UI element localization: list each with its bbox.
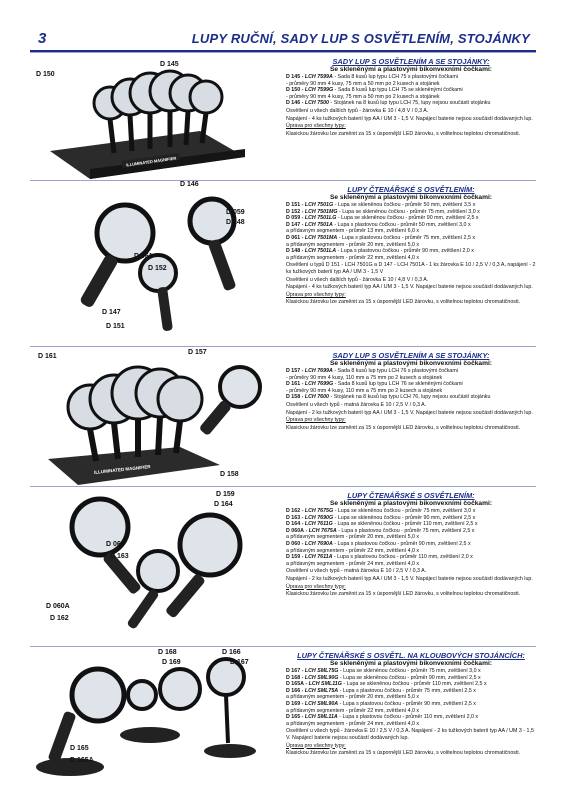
- product-type: - LCH 7699G: [301, 381, 334, 388]
- product-type: - LCH 7699A: [301, 368, 333, 374]
- product-description: - Lupa se skleněnou čočkou - průměr 75 mm, zvětšení 3,0 x: [339, 668, 481, 674]
- product-type: - LCH 7501MA: [301, 234, 338, 241]
- product-line: [286, 368, 536, 375]
- section-heading: LUPY ČTENÁŘSKÉ S OSVĚTL. NA KLOUBOVÝCH STOJÁNCÍCH:: [297, 651, 525, 660]
- product-type: - LCH 7690A: [301, 540, 333, 547]
- product-line: [286, 668, 536, 675]
- product-image-reading-76: [30, 487, 278, 647]
- product-description: - průměry 90 mm 4 kusy, 75 mm a 50 mm po 2 kusech a stojánek: [286, 80, 440, 87]
- product-code: D 151: [286, 202, 301, 208]
- product-image-sets-75: [30, 53, 278, 188]
- section-note: Napájení - 4 ks tužkových baterií typ AA / UM 3 - 1,5 V. Napájecí baterie nejsou součástí dodávaných lup.: [286, 284, 533, 291]
- product-type: - LCH SML11G: [305, 681, 342, 688]
- section-note: Klasickou žárovku lze zaměnit za 15 x úspornější LED žárovku, s volitelnou teplotou chromatičnosti.: [286, 299, 521, 306]
- product-code: D 158: [286, 394, 301, 401]
- section-note: Klasickou žárovku lze zaměnit za 15 x úspornější LED žárovku, s volitelnou teplotou chromatičnosti.: [286, 750, 521, 757]
- section-subheading: Se skleněnými a plastovými bikonvexními čočkami:: [330, 194, 492, 201]
- product-description: a přídavným segmentem - průměr 20 mm, zvětšení 5,0 x: [286, 534, 420, 541]
- product-code: D 146: [286, 100, 301, 107]
- label-d060: D 060: [106, 541, 125, 548]
- product-code: D 152: [286, 208, 301, 215]
- page-title: LUPY RUČNÍ, SADY LUP S OSVĚTLENÍM, STOJÁNKY: [191, 31, 530, 46]
- product-code: D 147: [286, 221, 301, 228]
- section-illuminated-sets-75: [30, 52, 536, 188]
- section-note: Osvětlení u všech typů - matná žárovka E 10 / 2,5 V / 0,3 A.: [286, 568, 427, 575]
- product-description: - Sada 8 kusů lup typu LCH 75 se skleněnými čočkami: [334, 87, 463, 94]
- product-type: - LCH 7600: [301, 394, 330, 401]
- product-line: [286, 561, 536, 568]
- product-description: a přídavným segmentem - průměr 20 mm, zvětšení 5,0 x: [286, 694, 420, 701]
- product-description: a přídavným segmentem - průměr 24 mm, zvětšení 4,0 x: [286, 720, 420, 727]
- product-type: - LCH 7611A: [301, 554, 333, 561]
- product-code: D 060: [286, 540, 301, 547]
- product-line: [286, 100, 536, 107]
- label-d150: D 150: [36, 71, 55, 78]
- section-text: [286, 181, 536, 347]
- label-d159: D 159: [216, 491, 235, 498]
- section-illuminated-sets-76: [30, 346, 536, 487]
- product-code: D 164: [286, 521, 301, 528]
- section-heading: LUPY ČTENÁŘSKÉ S OSVĚTLENÍM:: [347, 185, 475, 194]
- section-subheading: Se skleněnými a plastovými bikonvexními čočkami:: [330, 66, 492, 73]
- product-line: [286, 701, 536, 708]
- label-d146: D 146: [180, 181, 199, 188]
- product-line: [286, 228, 536, 235]
- product-line: [286, 541, 536, 548]
- product-type: - LCH 7675G: [301, 508, 334, 514]
- product-description: a přídavným segmentem - průměr 20 mm, zvětšení 5,0 x: [286, 241, 420, 248]
- product-type: - LCH SML75G: [301, 668, 339, 674]
- label-d166: D 166: [222, 649, 241, 656]
- section-note: Osvětlení u typů D 151 - LCH 7501G a D 147 - LCH 7501A - 1 ks žárovka E 10 / 2,5 V / 0,3 A, napájení - 2 ks tužkových baterií typ AA / UM 3 - 1,5 V: [286, 262, 536, 275]
- product-code: D 167: [286, 668, 301, 674]
- product-type: - LCH SML11A: [301, 714, 338, 721]
- product-line: [286, 74, 536, 81]
- label-d167: D 167: [230, 659, 249, 666]
- product-code: D 165: [286, 714, 301, 721]
- product-line: [286, 215, 536, 222]
- product-description: - Lupa se skleněnou čočkou - průměr 90 mm, zvětšení 2,5 x: [334, 514, 476, 521]
- product-description: - průměry 90 mm 4 kusy, 75 mm a 50 mm po 2 kusech a stojánek: [286, 93, 440, 100]
- reading-magnifiers-illustration-76: [30, 487, 278, 647]
- section-note: Osvětlení u všech typů - matná žárovka E 10 / 2,5 V / 0,3 A.: [286, 401, 427, 408]
- product-type: - LCH 7501LA: [301, 248, 337, 255]
- label-d157: D 157: [188, 349, 207, 356]
- product-type: - LCH 7500: [301, 100, 330, 107]
- label-d169: D 169: [162, 659, 181, 666]
- section-note: Osvětlení u všech dalších typů - žárovka E 10 / 4,8 V / 0,3 A.: [286, 276, 429, 283]
- label-d165a: D 165A: [70, 757, 94, 764]
- product-type: - LCH 7501LG: [301, 215, 337, 222]
- section-note: Osvětlení u všech dalších typů - žárovka E 10 / 4,8 V / 0,3 A.: [286, 107, 429, 114]
- product-description: - Lupa se skleněnou čočkou - průměr 75 mm, zvětšení 3,0 x: [339, 208, 480, 215]
- section-note: Úprava pro všechny typy:: [286, 291, 346, 298]
- product-line: [286, 721, 536, 728]
- label-d147: D 147: [102, 309, 121, 316]
- label-d060a: D 060A: [46, 603, 70, 610]
- product-line: [286, 534, 536, 541]
- product-description: a přídavným segmentem - průměr 22 mm, zvětšení 4,0 x: [286, 254, 420, 261]
- product-description: - Lupa s plastovou čočkou - průměr 75 mm, zvětšení 2,5 x: [339, 687, 476, 694]
- product-description: - Lupa se skleněnou čočkou - průměr 110 mm, zvětšení 2,5 x: [334, 521, 478, 528]
- product-description: - Lupa s plastovou čočkou - průměr 90 mm, zvětšení 2,5 x: [339, 700, 476, 707]
- product-image-sets-76: [30, 347, 278, 487]
- product-type: - LCH SML75A: [301, 687, 339, 694]
- label-d151: D 151: [106, 323, 125, 330]
- label-d059: D 059: [226, 209, 245, 216]
- section-subheading: Se skleněnými a plastovými bikonvexními čočkami:: [330, 660, 492, 667]
- section-note: Klasickou žárovku lze zaměnit za 15 x úspornější LED žárovku, s volitelnou teplotou chromatičnosti.: [286, 130, 521, 137]
- product-description: - Sada 8 kusů lup typu LCH 75 s plastovými čočkami: [334, 74, 458, 80]
- product-description: - Sada 8 kusů lup typu LCH 76 s plastovými čočkami: [334, 368, 458, 374]
- product-line: [286, 681, 536, 688]
- section-heading: SADY LUP S OSVĚTLENÍM A SE STOJÁNKY:: [332, 351, 490, 360]
- product-code: D 163: [286, 514, 301, 521]
- section-subheading: Se skleněnými a plastovými bikonvexními čočkami:: [330, 500, 492, 507]
- product-type: - LCH 7675A: [305, 527, 337, 534]
- section-note: Napájení - 2 ks tužkových baterií typ AA / UM 3 - 1,5 V. Napájecí baterie nejsou součástí dodávaných lup.: [286, 575, 533, 582]
- product-line: [286, 521, 536, 528]
- section-note: Klasickou žárovku lze zaměnit za 15 x úspornější LED žárovku, s volitelnou teplotou chromatičnosti.: [286, 424, 521, 431]
- product-description: - Lupa se skleněnou čočkou - průměr 110 mm, zvětšení 2,5 x: [343, 681, 487, 688]
- product-code: D 168: [286, 674, 301, 681]
- product-description: - Lupa s plastovou čočkou - průměr 75 mm, zvětšení 2,5 x: [338, 527, 475, 534]
- label-d158: D 158: [220, 471, 239, 478]
- product-type: - LCH 7599G: [301, 87, 334, 94]
- label-d145: D 145: [160, 61, 179, 68]
- product-type: - LCH 7690G: [301, 514, 334, 521]
- product-code: D 159: [286, 554, 301, 561]
- product-type: - LCH 7611G: [301, 521, 333, 528]
- product-line: [286, 202, 536, 209]
- product-code: D 148: [286, 248, 301, 255]
- magnifier-set-illustration-76: [30, 347, 278, 487]
- stand-text-2: ILLUMINATED MAGNIFIER: [93, 464, 151, 475]
- product-description: a přídavným segmentem - průměr 24 mm, zvětšení 4,0 x: [286, 560, 420, 567]
- section-note: Osvětlení u všech typů - žárovka E 10 / 2,5 V / 0,3 A. Napájení - 2 ks tužkových baterií typ AA / UM 3 - 1,5 V. Napájecí baterie nejsou součástí dodávaných lup.: [286, 728, 534, 741]
- product-code: D 150: [286, 87, 301, 94]
- product-line: [286, 554, 536, 561]
- label-d163: D 163: [110, 553, 129, 560]
- section-text: [286, 487, 536, 647]
- section-note: Úprava pro všechny typy:: [286, 583, 346, 590]
- section-text: [286, 347, 536, 487]
- section-text: [286, 53, 536, 181]
- product-type: - LCH SML90G: [301, 674, 339, 681]
- articulated-magnifiers-illustration: [30, 647, 278, 801]
- label-d162: D 162: [50, 615, 69, 622]
- stand-text: ILLUMINATED MAGNIFIER: [125, 155, 177, 168]
- product-description: - průměry 90 mm 4 kusy, 110 mm a 75 mm po 2 kusech a stojánek: [286, 387, 443, 394]
- section-reading-magnifiers-75: [30, 180, 536, 347]
- product-description: - Lupa se skleněnou čočkou - průměr 50 mm, zvětšení 3,5 x: [334, 202, 476, 208]
- product-line: [286, 694, 536, 701]
- section-text: [286, 647, 536, 801]
- label-d165: D 165: [70, 745, 89, 752]
- label-d161: D 161: [38, 353, 57, 360]
- product-description: - Lupa s plastovou čočkou - průměr 110 mm, zvětšení 2,0 x: [339, 714, 479, 721]
- section-heading: SADY LUP S OSVĚTLENÍM A SE STOJÁNKY:: [332, 57, 490, 66]
- section-heading: LUPY ČTENÁŘSKÉ S OSVĚTLENÍM:: [347, 491, 475, 500]
- label-d164: D 164: [214, 501, 233, 508]
- section-subheading: Se skleněnými a plastovými bikonvexními čočkami:: [330, 360, 492, 367]
- page-number: 3: [38, 30, 47, 47]
- product-description: - Lupa s plastovou čočkou - průměr 90 mm, zvětšení 2,5 x: [334, 540, 471, 547]
- product-type: - LCH SML90A: [301, 700, 339, 707]
- section-articulated-stands: [30, 646, 536, 801]
- product-description: - Stojánek na 8 kusů lup typu LCH 75, lupy nejsou součástí stojánku: [330, 100, 491, 107]
- section-reading-magnifiers-76: [30, 486, 536, 647]
- section-note: Napájení - 4 ks tužkových baterií typ AA / UM 3 - 1,5 V. Napájecí baterie nejsou součástí dodávaných lup.: [286, 115, 533, 122]
- product-code: D 060A: [286, 527, 304, 534]
- product-description: a přídavným segmentem - průměr 13 mm, zvětšení 6,0 x: [286, 228, 420, 235]
- label-d152: D 152: [148, 265, 167, 272]
- product-line: [286, 394, 536, 401]
- section-note: Úprava pro všechny typy:: [286, 417, 346, 424]
- product-type: - LCH 7599A: [301, 74, 333, 80]
- section-note: Úprava pro všechny typy:: [286, 123, 346, 130]
- product-description: - Lupa se skleněnou čočkou - průměr 90 mm, zvětšení 2,5 x: [339, 674, 481, 681]
- product-type: - LCH 7501MG: [301, 208, 338, 215]
- product-line: [286, 381, 536, 388]
- product-line: [286, 235, 536, 242]
- product-code: D 162: [286, 508, 301, 514]
- product-line: [286, 714, 536, 721]
- product-description: - Lupa s plastovou čočkou - průměr 50 mm, zvětšení 3,0 x: [334, 221, 471, 228]
- product-description: a přídavným segmentem - průměr 22 mm, zvětšení 4,0 x: [286, 707, 420, 714]
- product-description: - Lupa s plastovou čočkou - průměr 90 mm, zvětšení 2,0 x: [337, 248, 474, 255]
- product-line: [286, 255, 536, 262]
- product-code: D 059: [286, 215, 301, 222]
- product-description: - Sada 8 kusů lup typu LCH 76 se skleněnými čočkami: [334, 381, 463, 388]
- page-header: [30, 28, 536, 52]
- product-code: D 145: [286, 74, 301, 80]
- product-type: - LCH 7501A: [301, 221, 333, 228]
- label-d148: D 148: [226, 219, 245, 226]
- product-description: - Lupa s plastovou čočkou - průměr 75 mm, zvětšení 2,5 x: [338, 234, 476, 241]
- product-code: D 061: [286, 234, 301, 241]
- product-description: - průměry 90 mm 4 kusy, 110 mm a 75 mm po 2 kusech a stojánek: [286, 374, 443, 381]
- product-code: D 166: [286, 687, 301, 694]
- product-code: D 157: [286, 368, 301, 374]
- reading-magnifiers-illustration: [30, 181, 278, 347]
- product-image-articulated: [30, 647, 278, 801]
- product-code: D 161: [286, 381, 301, 388]
- product-description: - Lupa s plastovou čočkou - průměr 110 mm, zvětšení 2,0 x: [333, 554, 473, 561]
- product-line: [286, 508, 536, 515]
- section-note: Úprava pro všechny typy:: [286, 742, 346, 749]
- product-image-reading-75: [30, 181, 278, 347]
- product-code: D 165A: [286, 681, 304, 688]
- product-description: - Lupa se skleněnou čočkou - průměr 90 mm, zvětšení 2,5 x: [337, 215, 479, 222]
- product-description: - Stojánek na 8 kusů lup typu LCH 76, lupy nejsou součástí stojánku: [330, 394, 491, 401]
- section-note: Klasickou žárovku lze zaměnit za 15 x úspornější LED žárovku, s volitelnou teplotou chromatičnosti.: [286, 591, 521, 598]
- product-description: - Lupa se skleněnou čočkou - průměr 75 mm, zvětšení 3,0 x: [334, 508, 476, 514]
- product-line: [286, 248, 536, 255]
- label-d168: D 168: [158, 649, 177, 656]
- product-code: D 169: [286, 700, 301, 707]
- product-type: - LCH 7501G: [301, 202, 334, 208]
- product-line: [286, 87, 536, 94]
- label-d061: D 061: [134, 253, 153, 260]
- product-description: a přídavným segmentem - průměr 22 mm, zvětšení 4,0 x: [286, 547, 420, 554]
- section-note: Napájení - 2 ks tužkových baterií typ AA / UM 3 - 1,5 V. Napájecí baterie nejsou součástí dodávaných lup.: [286, 409, 533, 416]
